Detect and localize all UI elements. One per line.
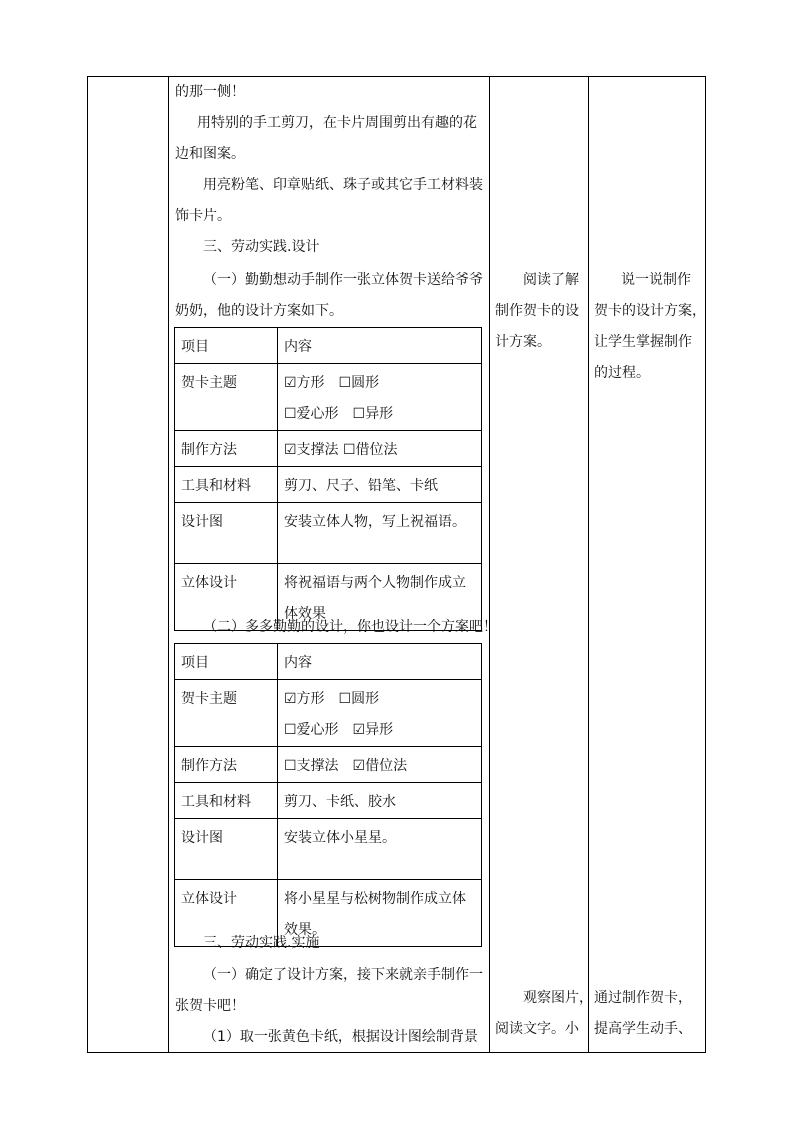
activity-text: 阅读了解	[523, 272, 579, 288]
checkbox-line: ☑方形 ☐圆形	[284, 691, 380, 707]
paragraph: 的那一侧！	[175, 84, 245, 100]
paragraph: 用特别的手工剪刀，在卡片周围剪出有趣的花	[197, 115, 477, 131]
paragraph: （1）取一张黄色卡纸，根据设计图绘制背景	[203, 1029, 478, 1045]
paragraph: （二）多多勤勤的设计，你也设计一个方案吧！	[203, 619, 497, 635]
intent-text: 贺卡的设计方案，	[594, 303, 706, 319]
intent-text: 让学生掌握制作	[594, 334, 692, 350]
lesson-table	[87, 76, 706, 1053]
activity-text: 阅读文字。小	[495, 1021, 579, 1037]
checkbox-line: ☑方形 ☐圆形	[284, 375, 380, 391]
table-header-cell: 项目	[175, 644, 278, 680]
paragraph: 边和图案。	[175, 146, 245, 162]
activity-text: 计方案。	[495, 334, 551, 350]
table-label-cell: 立体设计	[175, 880, 278, 947]
table-value-cell: ☐支撑法 ☑借位法	[278, 747, 482, 783]
table-label-cell: 贺卡主题	[175, 680, 278, 747]
table-value-cell: 剪刀、卡纸、胶水	[278, 783, 482, 819]
table-value-cell: ☑支撑法 ☐借位法	[278, 431, 482, 467]
paragraph: （一）确定了设计方案，接下来就亲手制作一	[203, 967, 483, 983]
cell-line: 将祝福语与两个人物制作成立	[284, 575, 466, 591]
table-header-cell: 内容	[278, 644, 482, 680]
table-value-cell: 安装立体人物，写上祝福语。	[278, 503, 482, 564]
cell-line: 体效果	[284, 606, 326, 622]
table-value-cell: 安装立体小星星。	[278, 819, 482, 880]
paragraph: 用亮粉笔、印章贴纸、珠子或其它手工材料装	[203, 177, 483, 193]
activity-text: 制作贺卡的设	[495, 303, 579, 319]
column-divider	[588, 77, 589, 1052]
table-value-cell: 剪刀、尺子、铅笔、卡纸	[278, 467, 482, 503]
table-header-cell: 项目	[175, 328, 278, 364]
table-value-cell	[278, 680, 482, 747]
table-label-cell: 贺卡主题	[175, 364, 278, 431]
section-heading: 三、劳动实践.设计	[203, 239, 320, 255]
intent-text: 通过制作贺卡，	[594, 990, 692, 1006]
table-label-cell: 立体设计	[175, 564, 278, 631]
design-plan-table-1	[174, 327, 482, 631]
table-header-cell: 内容	[278, 328, 482, 364]
intent-text: 说一说制作	[621, 272, 691, 288]
table-label-cell: 设计图	[175, 503, 278, 564]
column-divider	[489, 77, 490, 1052]
cell-line: 效果。	[284, 922, 326, 938]
table-label-cell: 制作方法	[175, 431, 278, 467]
cell-line: 将小星星与松树物制作成立体	[284, 891, 466, 907]
table-label-cell: 制作方法	[175, 747, 278, 783]
activity-text: 观察图片，	[523, 990, 593, 1006]
section-heading: 三、劳动实践.实施	[203, 935, 320, 951]
checkbox-line: ☐爱心形 ☐异形	[284, 406, 394, 422]
paragraph: 张贺卡吧！	[175, 998, 245, 1014]
table-value-cell	[278, 364, 482, 431]
column-divider	[168, 77, 169, 1052]
paragraph: 奶奶，他的设计方案如下。	[175, 303, 343, 319]
design-plan-table-2	[174, 643, 482, 947]
intent-text: 的过程。	[594, 365, 650, 381]
intent-text: 提高学生动手、	[594, 1021, 692, 1037]
table-label-cell: 工具和材料	[175, 467, 278, 503]
paragraph: 饰卡片。	[175, 208, 231, 224]
table-label-cell: 工具和材料	[175, 783, 278, 819]
paragraph: （一）勤勤想动手制作一张立体贺卡送给爷爷	[203, 272, 483, 288]
checkbox-line: ☐爱心形 ☑异形	[284, 722, 394, 738]
table-label-cell: 设计图	[175, 819, 278, 880]
